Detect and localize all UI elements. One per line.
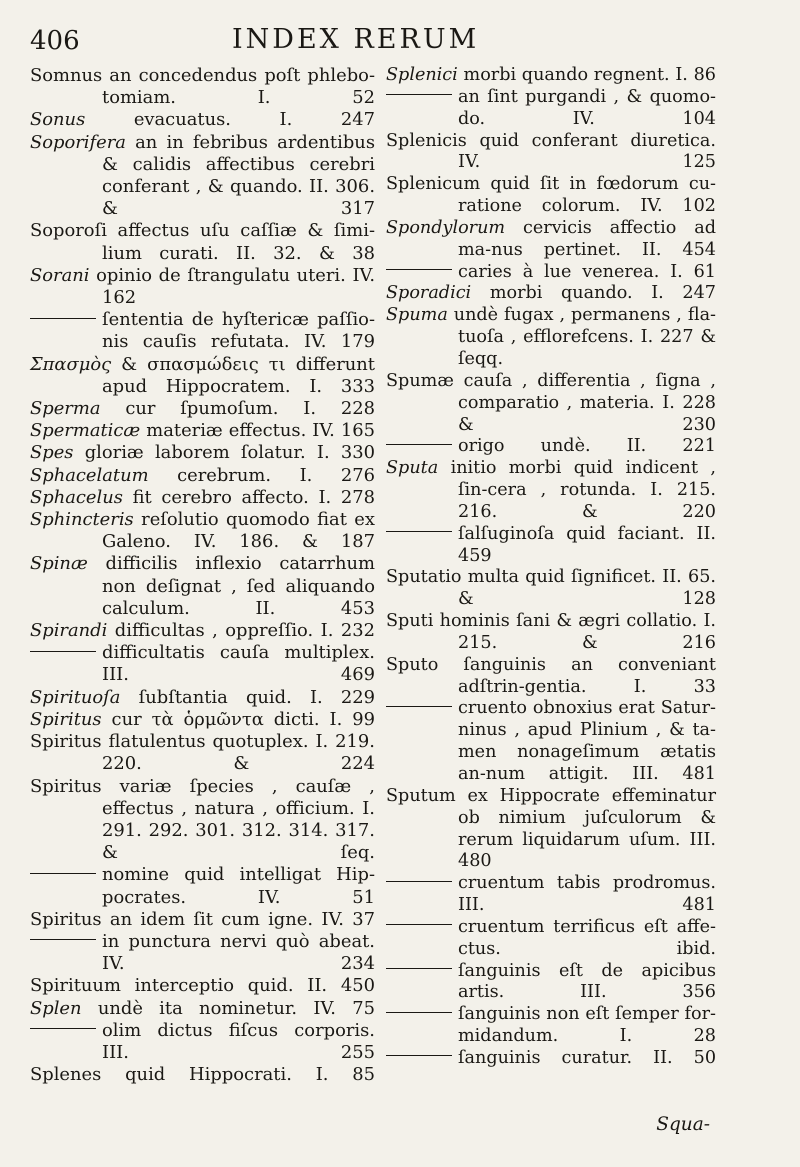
index-entry bbox=[30, 265, 375, 309]
entry-reference: II. 32. & 38 bbox=[236, 242, 376, 264]
index-entry bbox=[30, 398, 375, 420]
page-number: 406 bbox=[30, 26, 80, 56]
entry-text: cruento obnoxius erat Satur-ninus , apud Plinium , & ta-men nonageſimum ætatis an-num attigit. bbox=[458, 698, 716, 784]
index-entry bbox=[30, 553, 375, 620]
entry-text: olim dictus fiſcus corporis. bbox=[102, 1019, 375, 1041]
index-entry bbox=[30, 487, 375, 509]
entry-text: ſanguinis eſt de apicibus artis. bbox=[458, 960, 716, 1003]
entry-text: an ſint purgandi , & quomo-do. bbox=[458, 86, 716, 129]
repeat-dash bbox=[30, 873, 96, 874]
index-entry bbox=[30, 220, 375, 264]
entry-reference: IV. 234 bbox=[102, 953, 375, 975]
repeat-dash bbox=[30, 1028, 96, 1029]
entry-reference: III. 480 bbox=[458, 829, 716, 872]
entry-reference: I. 33 bbox=[633, 676, 716, 697]
entry-reference: II. 450 bbox=[307, 975, 376, 997]
entry-text: cervicis affectio ad ma-nus pertinet. bbox=[458, 217, 716, 260]
entry-headword: Sphacelus bbox=[30, 486, 123, 508]
entry-reference: I. 276 bbox=[299, 464, 375, 486]
index-entry bbox=[386, 1048, 716, 1070]
index-entry bbox=[386, 917, 716, 961]
entry-headword: Sphincteris bbox=[30, 509, 134, 531]
index-column-left bbox=[30, 65, 375, 1086]
entry-text: Somnus an concedendus poſt phlebo-tomiam. bbox=[30, 65, 375, 109]
index-entry bbox=[30, 1064, 375, 1086]
entry-headword: Spuma bbox=[386, 305, 448, 326]
entry-reference: IV. 125 bbox=[458, 152, 716, 173]
entry-text: Sputum ex Hippocrate effeminatur ob nimium juſculorum & rerum liquidarum uſum. bbox=[386, 785, 716, 850]
entry-reference: IV. 179 bbox=[303, 331, 376, 353]
entry-headword: Soporifera bbox=[30, 131, 126, 153]
index-entry bbox=[386, 1004, 716, 1048]
entry-text: nomine quid intelligat Hip-pocrates. bbox=[102, 864, 375, 908]
entry-text: gloriæ laborem ſolatur. bbox=[73, 442, 306, 464]
entry-text: undè fugax , permanens , fla-tuoſa , efflorefcens. bbox=[447, 305, 716, 348]
entry-text: initio morbi quid indicent , ſin-cera , rotunda. bbox=[438, 458, 716, 501]
entry-text: cruentum tabis prodromus. bbox=[458, 873, 716, 894]
entry-reference: I. 215. & 216 bbox=[458, 611, 716, 653]
entry-text: difficultas , oppreſſio. bbox=[107, 620, 314, 642]
entry-reference: IV. 37 bbox=[321, 908, 375, 930]
index-entry bbox=[386, 305, 716, 371]
entry-headword: Spirituoſa bbox=[30, 686, 121, 708]
index-entry bbox=[386, 611, 716, 655]
index-entry bbox=[30, 309, 375, 353]
entry-reference: I. 215. 216. & 220 bbox=[458, 480, 717, 522]
entry-reference: III. 481 bbox=[632, 764, 717, 784]
entry-text: cur ſpumoſum. bbox=[100, 398, 279, 420]
entry-headword: Splenici bbox=[386, 65, 458, 85]
repeat-dash bbox=[30, 318, 96, 319]
entry-reference: I. 278 bbox=[318, 486, 375, 508]
repeat-dash bbox=[386, 269, 452, 270]
index-column-right bbox=[386, 65, 716, 1070]
entry-text: an in febribus ardentibus & calidis affectibus cerebri conferant , & quando. bbox=[102, 131, 375, 198]
entry-text: Soporoſi affectus uſu caſſiæ & ſimi-lium curati. bbox=[30, 220, 375, 264]
entry-reference: III. 481 bbox=[458, 895, 716, 916]
entry-headword: Sonus bbox=[30, 109, 86, 131]
entry-text: origo undè. bbox=[458, 436, 591, 457]
entry-reference: I. 247 bbox=[651, 283, 716, 304]
index-entry bbox=[386, 174, 716, 218]
entry-text: ſanguinis non eſt ſemper for-midandum. bbox=[458, 1004, 716, 1047]
repeat-dash bbox=[386, 444, 452, 445]
entry-headword: Spondylorum bbox=[386, 217, 506, 238]
index-entry bbox=[30, 420, 375, 442]
running-title: INDEX RERUM bbox=[232, 24, 480, 55]
index-entry bbox=[386, 371, 716, 437]
entry-reference: IV. 102 bbox=[640, 196, 716, 217]
index-entry bbox=[386, 436, 716, 458]
index-entry bbox=[386, 567, 716, 611]
entry-text: materiæ effectus. bbox=[140, 420, 307, 442]
entry-text: Spirituum interceptio quid. bbox=[30, 975, 294, 997]
index-entry bbox=[30, 709, 375, 731]
entry-reference: I. 232 bbox=[320, 620, 375, 642]
entry-text: ſubſtantia quid. bbox=[120, 686, 292, 708]
entry-reference: II. 453 bbox=[255, 597, 376, 619]
entry-text: evacuatus. bbox=[85, 109, 231, 131]
entry-reference: I. 28 bbox=[619, 1026, 716, 1047]
entry-reference: IV. 51 bbox=[257, 886, 376, 908]
entry-reference: I. 85 bbox=[315, 1064, 375, 1086]
entry-text: Spiritus flatulentus quotuplex. bbox=[30, 731, 309, 753]
index-entry bbox=[30, 642, 375, 686]
entry-reference: I. 61 bbox=[670, 261, 716, 282]
entry-reference: IV. 162 bbox=[102, 264, 376, 309]
repeat-dash bbox=[386, 531, 452, 532]
entry-headword: Sporadici bbox=[386, 283, 472, 304]
entry-reference: II. 221 bbox=[626, 436, 717, 457]
index-entry bbox=[386, 87, 716, 131]
entry-text: Spiritus variæ ſpecies , cauſæ , effectus , natura , officium. bbox=[30, 775, 375, 819]
index-entry bbox=[386, 655, 716, 699]
entry-text: Splenicis quid conferant diuretica. bbox=[386, 130, 716, 151]
entry-text: Splenes quid Hippocrati. bbox=[30, 1064, 292, 1086]
index-entry bbox=[386, 262, 716, 284]
entry-reference: II. 50 bbox=[653, 1047, 717, 1068]
entry-reference: I. 330 bbox=[316, 442, 375, 464]
repeat-dash bbox=[386, 924, 452, 925]
index-entry bbox=[30, 620, 375, 642]
entry-headword: Spirandi bbox=[30, 620, 108, 642]
entry-headword: Sorani bbox=[30, 264, 90, 286]
index-entry bbox=[30, 687, 375, 709]
index-entry bbox=[30, 975, 375, 997]
index-entry bbox=[386, 283, 716, 305]
entry-text: ſalſuginoſa quid faciant. bbox=[458, 523, 685, 544]
index-entry bbox=[386, 524, 716, 568]
index-entry bbox=[30, 509, 375, 553]
entry-reference: III. 356 bbox=[580, 982, 716, 1003]
entry-reference: ibid. bbox=[676, 938, 716, 959]
entry-text: ſententia de hyſtericæ paſſio-nis cauſis refutata. bbox=[102, 309, 375, 353]
entry-text: reſolutio quomodo fiat ex Galeno. bbox=[102, 509, 375, 553]
entry-reference: I. 227 & ſeqq. bbox=[458, 327, 716, 369]
index-entry bbox=[386, 131, 716, 175]
entry-reference: IV. 104 bbox=[572, 108, 716, 129]
entry-reference: I. 52 bbox=[257, 87, 375, 109]
entry-text: undè ita nominetur. bbox=[81, 997, 298, 1019]
entry-text: cur τὰ ὁρμῶντα dicti. bbox=[101, 708, 320, 730]
entry-text: Splenicum quid ſit in fœdorum cu-ratione colorum. bbox=[386, 174, 716, 217]
repeat-dash bbox=[386, 968, 452, 969]
index-entry bbox=[30, 864, 375, 908]
entry-headword: Sputa bbox=[386, 458, 439, 479]
entry-text: ſanguinis curatur. bbox=[458, 1047, 633, 1068]
entry-reference: IV. 186. & 187 bbox=[193, 531, 376, 553]
repeat-dash bbox=[386, 1055, 452, 1056]
entry-text: caries à lue venerea. bbox=[458, 261, 660, 282]
entry-reference: II. 459 bbox=[458, 523, 716, 566]
entry-headword: Spinæ bbox=[30, 553, 88, 575]
entry-text: difficilis inflexio catarrhum non deſignat , ſed aliquando calculum. bbox=[87, 553, 375, 619]
entry-reference: II. 454 bbox=[641, 239, 716, 260]
entry-text: Sputi hominis ſani & ægri collatio. bbox=[386, 611, 698, 632]
repeat-dash bbox=[386, 1012, 452, 1013]
index-entry bbox=[30, 132, 375, 221]
index-entry bbox=[30, 931, 375, 975]
entry-text: Sputatio multa quid ſignificet. bbox=[386, 567, 656, 588]
entry-reference: I. 291. 292. 301. 312. 314. 317. & ſeq. bbox=[102, 797, 375, 864]
entry-text: cruentum terrificus eſt affe-ctus. bbox=[458, 916, 716, 959]
index-entry bbox=[30, 65, 375, 109]
entry-text: morbi quando. bbox=[471, 283, 633, 304]
entry-headword: Sphacelatum bbox=[30, 464, 149, 486]
index-entry bbox=[386, 698, 716, 785]
entry-text: Spumæ cauſa , differentia , ſigna , comparatio , materia. bbox=[386, 370, 716, 413]
entry-reference: I. 86 bbox=[675, 65, 716, 85]
index-entry bbox=[386, 458, 716, 524]
entry-reference: II. 65. & 128 bbox=[458, 567, 716, 610]
index-entry bbox=[386, 218, 716, 262]
index-entry bbox=[386, 786, 716, 873]
index-entry bbox=[30, 776, 375, 865]
repeat-dash bbox=[386, 94, 452, 95]
entry-text: opinio de ſtrangulatu uteri. bbox=[89, 264, 346, 286]
entry-headword: Spes bbox=[30, 442, 74, 464]
entry-reference: I. 333 bbox=[309, 375, 376, 397]
entry-reference: II. 306. & 317 bbox=[102, 176, 376, 220]
entry-text: cerebrum. bbox=[148, 464, 272, 486]
index-entry bbox=[30, 909, 375, 931]
entry-reference: I. 228 bbox=[303, 398, 375, 420]
index-entry bbox=[386, 961, 716, 1005]
entry-text: in punctura nervi quò abeat. bbox=[102, 930, 375, 952]
entry-headword: Spermaticæ bbox=[30, 420, 141, 442]
repeat-dash bbox=[30, 939, 96, 940]
index-entry bbox=[386, 873, 716, 917]
entry-reference: III. 255 bbox=[102, 1041, 375, 1063]
entry-reference: I. 219. 220. & 224 bbox=[102, 731, 375, 775]
entry-headword: Sperma bbox=[30, 398, 101, 420]
entry-text: & σπασμώδεις τι differunt apud Hippocratem. bbox=[102, 353, 375, 397]
index-entry bbox=[30, 465, 375, 487]
entry-headword: Spiritus bbox=[30, 708, 102, 730]
entry-headword: Splen bbox=[30, 997, 82, 1019]
entry-text: difficultatis cauſa multiplex. bbox=[102, 642, 375, 664]
entry-reference: IV. 165 bbox=[312, 420, 376, 442]
catchword: Squa- bbox=[656, 1114, 710, 1135]
index-entry bbox=[30, 442, 375, 464]
entry-reference: I. 247 bbox=[279, 109, 376, 131]
index-entry bbox=[30, 731, 375, 775]
index-entry bbox=[386, 65, 716, 87]
index-entry bbox=[30, 109, 375, 131]
entry-text: morbi quando regnent. bbox=[457, 65, 670, 85]
repeat-dash bbox=[386, 881, 452, 882]
entry-text: fit cerebro affecto. bbox=[122, 486, 309, 508]
entry-reference: I. 99 bbox=[329, 708, 375, 730]
entry-text: Spiritus an idem ſit cum igne. bbox=[30, 908, 314, 930]
entry-headword: Σπασμὸς bbox=[30, 353, 112, 375]
repeat-dash bbox=[386, 706, 452, 707]
entry-text: Sputo ſanguinis an conveniant adſtrin-gentia. bbox=[386, 654, 716, 697]
index-entry bbox=[30, 1020, 375, 1064]
entry-reference: III. 469 bbox=[102, 664, 375, 686]
repeat-dash bbox=[30, 651, 96, 652]
entry-reference: I. 229 bbox=[309, 686, 376, 708]
index-entry bbox=[30, 354, 375, 398]
entry-reference: IV. 75 bbox=[313, 997, 375, 1019]
index-entry bbox=[30, 998, 375, 1020]
entry-reference: I. 228 & 230 bbox=[458, 392, 716, 435]
